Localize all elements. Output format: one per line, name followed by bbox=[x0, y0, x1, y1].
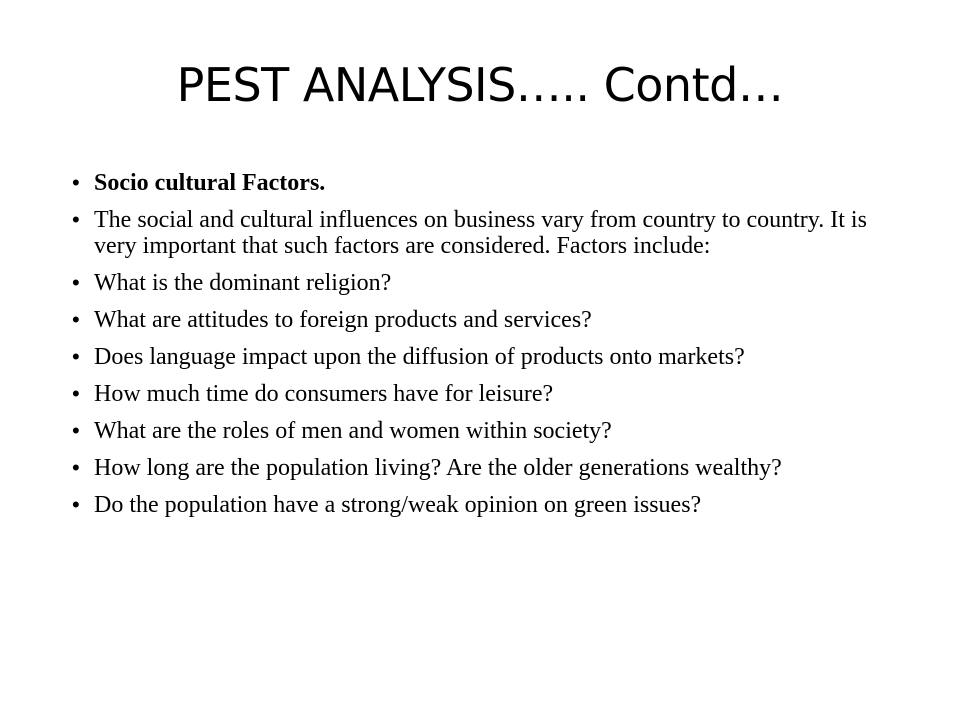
slide-title: PEST ANALYSIS….. Contd… bbox=[176, 58, 784, 112]
bullet-icon: • bbox=[72, 381, 80, 406]
bullet-text: Do the population have a strong/weak opinion on green issues? bbox=[94, 492, 702, 518]
bullet-icon: • bbox=[72, 307, 80, 332]
bullet-icon: • bbox=[72, 492, 80, 517]
bullet-icon: • bbox=[72, 207, 80, 232]
bullet-item bbox=[72, 270, 902, 296]
bullet-item bbox=[72, 492, 902, 518]
bullet-item bbox=[72, 307, 902, 333]
bullet-item bbox=[72, 455, 902, 481]
bullet-item bbox=[72, 207, 902, 259]
bullet-icon: • bbox=[72, 418, 80, 443]
bullet-text: What is the dominant religion? bbox=[94, 270, 392, 296]
bullet-text: How much time do consumers have for leisure? bbox=[94, 381, 554, 407]
bullet-text: What are attitudes to foreign products and services? bbox=[94, 307, 592, 333]
bullet-list bbox=[72, 170, 902, 529]
bullet-text: What are the roles of men and women within society? bbox=[94, 418, 612, 444]
bullet-item bbox=[72, 381, 902, 407]
bullet-icon: • bbox=[72, 270, 80, 295]
bullet-icon: • bbox=[72, 455, 80, 480]
bullet-text: Does language impact upon the diffusion of products onto markets? bbox=[94, 344, 745, 370]
bullet-item bbox=[72, 344, 902, 370]
bullet-icon: • bbox=[72, 344, 80, 369]
bullet-text: The social and cultural influences on business vary from country to country. It is very important that such factors are considered. Factors include: bbox=[94, 207, 867, 259]
bullet-item bbox=[72, 170, 902, 196]
bullet-icon: • bbox=[72, 170, 80, 195]
bullet-text: Socio cultural Factors. bbox=[94, 170, 326, 196]
bullet-text: How long are the population living? Are the older generations wealthy? bbox=[94, 455, 782, 481]
bullet-item bbox=[72, 418, 902, 444]
